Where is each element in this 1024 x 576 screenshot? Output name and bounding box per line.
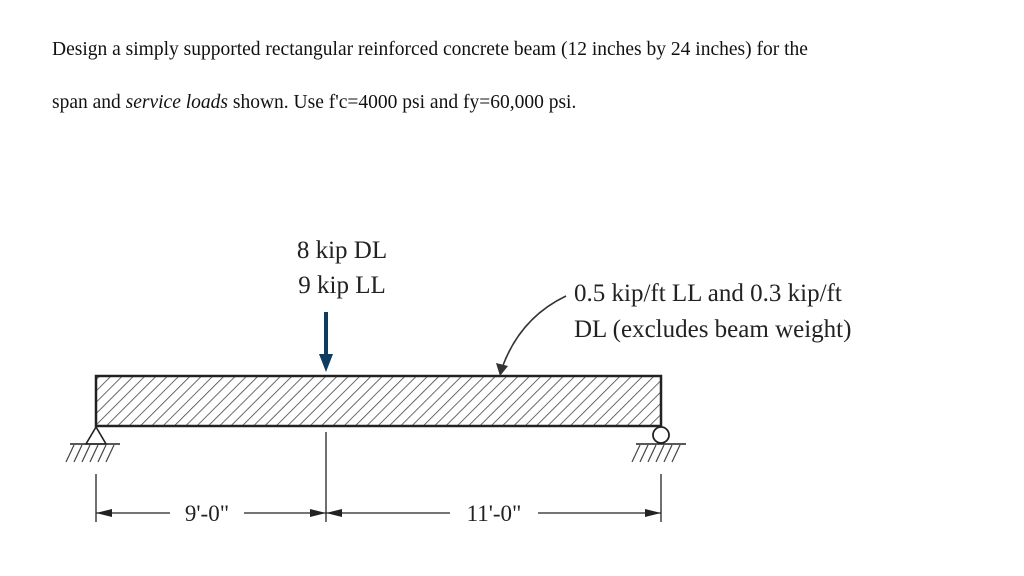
point-load-live: 9 kip LL: [298, 272, 386, 299]
dimension-left-span: 9'-0": [184, 501, 230, 526]
dimension-right-span: 11'-0": [466, 501, 522, 526]
distributed-load-leader-arrow-icon: [496, 296, 566, 376]
roller-support-icon: [632, 427, 686, 462]
distributed-load-line-2: DL (excludes beam weight): [574, 316, 852, 343]
problem-line-2-end: shown. Use f'c=4000 psi and fy=60,000 psi.: [228, 91, 577, 113]
distributed-load-line-1: 0.5 kip/ft LL and 0.3 kip/ft: [574, 280, 842, 307]
point-load-dead: 8 kip DL: [296, 237, 388, 264]
pin-support-icon: [66, 427, 120, 462]
problem-line-2-start: span and: [52, 91, 126, 113]
problem-line-1: Design a simply supported rectangular reinforced concrete beam (12 inches by 24 inches) for the: [52, 39, 808, 60]
service-loads-emphasis: service loads: [125, 91, 229, 113]
concrete-beam: [96, 376, 661, 426]
point-load-arrow-icon: [319, 312, 333, 372]
